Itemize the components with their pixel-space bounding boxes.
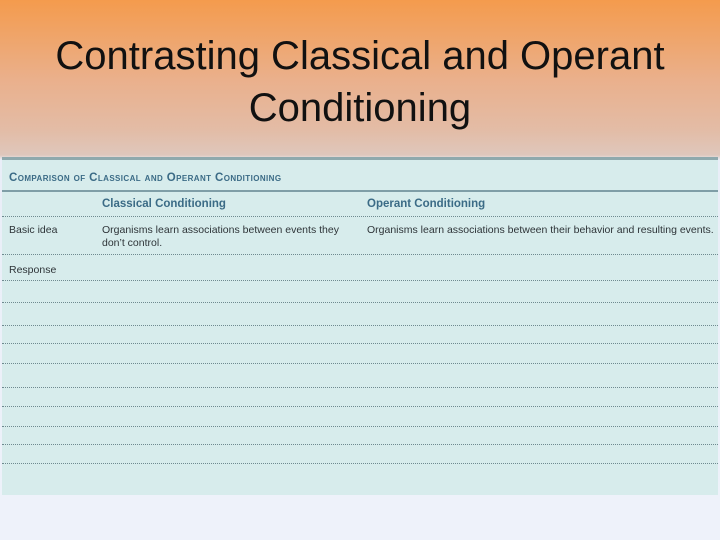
caption-divider: [2, 190, 718, 192]
slide-title: Contrasting Classical and Operant Conditioning: [55, 34, 665, 130]
row-label-response: Response: [9, 264, 57, 276]
row-label-basic-idea: Basic idea: [9, 224, 58, 236]
row-divider: [2, 302, 718, 303]
table-caption-row: [2, 172, 718, 190]
row-divider: [2, 254, 718, 255]
comparison-table: [2, 157, 718, 495]
slide-footer-area: [0, 495, 720, 540]
row-divider: [2, 463, 718, 464]
row-divider: [2, 387, 718, 388]
header-divider: [2, 216, 718, 217]
cell-basic-idea-classical: Organisms learn associations between events they don’t control.: [102, 224, 339, 249]
row-divider: [2, 406, 718, 407]
table-caption: Comparison of Classical and Operant Conditioning: [9, 172, 282, 184]
row-divider: [2, 426, 718, 427]
row-divider: [2, 280, 718, 281]
cell-basic-idea-operant: Organisms learn associations between their behavior and resulting events.: [367, 224, 714, 236]
row-divider: [2, 444, 718, 445]
row-divider: [2, 343, 718, 344]
row-divider: [2, 325, 718, 326]
column-header-operant: Operant Conditioning: [367, 198, 486, 210]
column-header-classical: Classical Conditioning: [102, 198, 226, 210]
row-divider: [2, 363, 718, 364]
